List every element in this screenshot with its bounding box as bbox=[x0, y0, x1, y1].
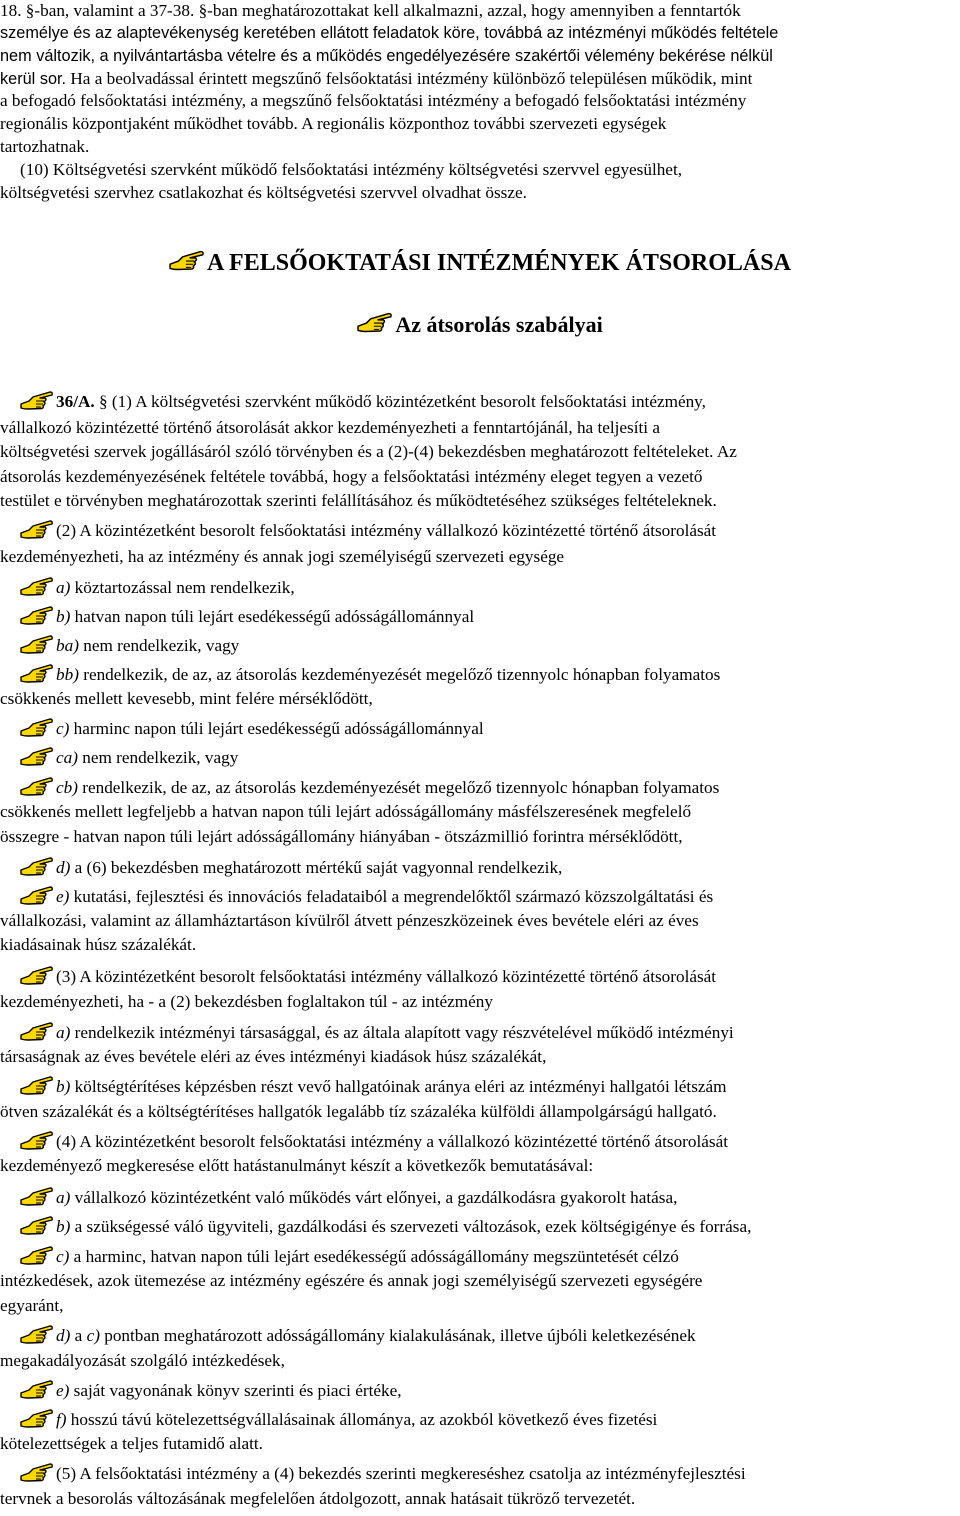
pointing-hand-icon bbox=[20, 1075, 56, 1095]
item-text: a (6) bekezdésben meghatározott mértékű saját vagyonnal rendelkezik, bbox=[70, 858, 563, 877]
pointing-hand-icon bbox=[20, 1324, 56, 1344]
list-item bbox=[20, 1245, 679, 1268]
text-line: nem változik, a nyilvántartásba vételre és a működés engedélyezésére szakértői vélemény bekérése nélkül bbox=[0, 47, 773, 65]
pointing-hand-icon bbox=[20, 1408, 56, 1428]
item-marker: b) bbox=[56, 1217, 71, 1236]
text-line: összegre - hatvan napon túli lejárt adósságállomány hiányában - ötszázmillió forintra mérséklődött, bbox=[0, 827, 683, 846]
pointing-hand-icon bbox=[20, 776, 56, 796]
item-marker: cb) bbox=[56, 778, 78, 797]
item-marker: f) bbox=[56, 1410, 67, 1429]
item-text: a szükségessé váló ügyviteli, gazdálkodási és szervezeti változások, ezek költségigénye és forrása, bbox=[70, 1217, 752, 1236]
heading-text: Az átsorolás szabályai bbox=[395, 312, 603, 337]
text-line: tervnek a besorolás változásának megfelelően átdolgozott, annak hatásait tükröző tervezetét. bbox=[0, 1489, 636, 1508]
item-marker: b) bbox=[56, 607, 71, 626]
item-text: pontban meghatározott adósságállomány kialakulásának, illetve újbóli keletkezésének bbox=[99, 1326, 696, 1345]
list-item bbox=[20, 1324, 696, 1347]
pointing-hand-icon bbox=[20, 519, 56, 539]
text-line: kezdeményezheti, ha az intézmény és annak jogi személyiségű szervezeti egysége bbox=[0, 547, 565, 566]
text-line: költségvetési szervhez csatlakozhat és költségvetési szervvel olvadhat össze. bbox=[0, 183, 527, 202]
item-marker: a) bbox=[56, 1188, 71, 1207]
list-item bbox=[20, 885, 713, 908]
item-text: a bbox=[70, 1326, 87, 1345]
item-marker: e) bbox=[56, 887, 70, 906]
list-item bbox=[20, 1408, 657, 1431]
pointing-hand-icon bbox=[20, 746, 56, 766]
text-line: társaságnak az éves bevétele eléri az éves intézményi kiadások húsz százalékát, bbox=[0, 1047, 547, 1066]
item-marker: e) bbox=[56, 1381, 70, 1400]
item-text: köztartozással nem rendelkezik, bbox=[70, 578, 295, 597]
text-run: kerül sor. bbox=[0, 70, 67, 88]
text-line: költségvetési szervek jogállásáról szóló törvényben és a (2)-(4) bekezdésben meghatározott feltételeket. Az bbox=[0, 442, 737, 461]
text-line: személye és az alaptevékenység keretében ellátott feladatok köre, továbbá az intézményi működés feltétele bbox=[0, 24, 779, 42]
item-marker: ca) bbox=[56, 748, 78, 767]
list-item bbox=[20, 1215, 751, 1238]
list-item bbox=[20, 576, 295, 599]
item-marker: c) bbox=[56, 1247, 70, 1266]
pointing-hand-icon bbox=[20, 634, 56, 654]
text-line: átsorolás kezdeményezésének feltétele továbbá, hogy a felsőoktatási intézmény eleget tegyen a vezető bbox=[0, 467, 703, 486]
pointing-hand-icon bbox=[20, 717, 56, 737]
text-line: vállalkozó közintézetté történő átsorolását akkor kezdeményezheti a fenntartójánál, ha teljesíti a bbox=[0, 418, 660, 437]
item-marker: b) bbox=[56, 1077, 71, 1096]
section-number: 36/A. bbox=[56, 392, 95, 411]
list-item bbox=[20, 1379, 402, 1402]
item-text: saját vagyonának könyv szerinti és piaci értéke, bbox=[69, 1381, 402, 1400]
text-line: intézkedések, azok ütemezése az intézmény egészére és annak jogi személyiségű szervezeti egységére bbox=[0, 1271, 703, 1290]
item-text: hosszú távú kötelezettségvállalásainak állománya, az azokból következő éves fizetési bbox=[66, 1410, 658, 1429]
pointing-hand-icon bbox=[20, 1215, 56, 1235]
pointing-hand-icon bbox=[20, 856, 56, 876]
text-line: kötelezettségek a teljes futamidő alatt. bbox=[0, 1434, 263, 1453]
item-marker: c) bbox=[56, 719, 70, 738]
list-item bbox=[20, 717, 484, 740]
list-item bbox=[20, 1186, 677, 1209]
item-marker: c) bbox=[86, 1326, 100, 1345]
paragraph-first-line bbox=[20, 1130, 728, 1153]
text-run: (2) A közintézetként besorolt felsőoktatási intézmény vállalkozó közintézetté történő átsorolását bbox=[56, 521, 717, 540]
section-first-line bbox=[20, 390, 706, 413]
pointing-hand-icon bbox=[20, 1186, 56, 1206]
text-line bbox=[0, 68, 752, 90]
pointing-hand-icon bbox=[20, 965, 56, 985]
item-text: költségtérítéses képzésben részt vevő hallgatóinak aránya eléri az intézményi hallgatói létszám bbox=[70, 1077, 727, 1096]
item-marker: a) bbox=[56, 578, 71, 597]
text-line: vállalkozási, valamint az államháztartáson kívülről átvett pénzeszközeinek éves bevétele eléri az éves bbox=[0, 911, 699, 930]
item-text: harminc napon túli lejárt esedékességű adósságállománnyal bbox=[69, 719, 484, 738]
text-line: megakadályozását szolgáló intézkedések, bbox=[0, 1351, 285, 1370]
text-run: Ha a beolvadással érintett megszűnő felsőoktatási intézmény különböző településen működik, mint bbox=[66, 69, 753, 88]
pointing-hand-icon bbox=[357, 310, 395, 334]
text-line: a befogadó felsőoktatási intézmény, a megszűnő felsőoktatási intézmény a befogadó felsőoktatási intézmény bbox=[0, 91, 747, 110]
list-item bbox=[20, 1021, 734, 1044]
text-line: (10) Költségvetési szervként működő felsőoktatási intézmény költségvetési szervvel egyesülhet, bbox=[20, 160, 683, 179]
pointing-hand-icon bbox=[20, 663, 56, 683]
text-line: csökkenés mellett kevesebb, mint felére mérséklődött, bbox=[0, 689, 373, 708]
text-line: kiadásainak húsz százalékát. bbox=[0, 935, 197, 954]
pointing-hand-icon bbox=[20, 885, 56, 905]
text-run: (5) A felsőoktatási intézmény a (4) bekezdés szerinti megkereséshez csatolja az intézményfejlesztési bbox=[56, 1464, 746, 1483]
item-text: hatvan napon túli lejárt esedékességű adósságállománnyal bbox=[70, 607, 475, 626]
item-text: rendelkezik, de az, az átsorolás kezdeményezését megelőző tizennyolc hónapban folyamatos bbox=[77, 778, 720, 797]
text-line: testület e törvényben meghatározottak szerinti felállításához és működtetéséhez szükséges feltételeknek. bbox=[0, 491, 717, 510]
paragraph-first-line bbox=[20, 1462, 746, 1485]
item-text: rendelkezik, de az, az átsorolás kezdeményezését megelőző tizennyolc hónapban folyamatos bbox=[78, 665, 721, 684]
text-line: regionális központjaként működhet tovább. A regionális központhoz további szervezeti egységek bbox=[0, 114, 667, 133]
pointing-hand-icon bbox=[20, 1130, 56, 1150]
list-item bbox=[20, 663, 720, 686]
list-item bbox=[20, 1075, 727, 1098]
item-marker: d) bbox=[56, 1326, 71, 1345]
subsection-heading bbox=[0, 310, 960, 339]
text-line: kezdeményezheti, ha - a (2) bekezdésben foglaltakon túl - az intézmény bbox=[0, 992, 493, 1011]
item-text: nem rendelkezik, vagy bbox=[77, 748, 239, 767]
text-run: § (1) A költségvetési szervként működő közintézetként besorolt felsőoktatási intézmény, bbox=[94, 392, 706, 411]
list-item bbox=[20, 856, 562, 879]
list-item bbox=[20, 746, 238, 769]
pointing-hand-icon bbox=[20, 390, 56, 410]
text-line: csökkenés mellett legfeljebb a hatvan napon túli lejárt adósságállomány másfélszeresének megfelelő bbox=[0, 802, 692, 821]
text-line: 18. §-ban, valamint a 37-38. §-ban meghatározottakat kell alkalmazni, azzal, hogy amennyiben a fenntartók bbox=[0, 1, 741, 20]
list-item bbox=[20, 634, 239, 657]
item-text: vállalkozó közintézetként való működés várt előnyei, a gazdálkodásra gyakorolt hatása, bbox=[70, 1188, 678, 1207]
text-run: (4) A közintézetként besorolt felsőoktatási intézmény a vállalkozó közintézetté történő átsorolását bbox=[56, 1132, 728, 1151]
list-item bbox=[20, 776, 719, 799]
item-marker: bb) bbox=[56, 665, 79, 684]
pointing-hand-icon bbox=[20, 1462, 56, 1482]
item-marker: a) bbox=[56, 1023, 71, 1042]
item-text: a harminc, hatvan napon túli lejárt esedékességű adósságállomány megszüntetését célzó bbox=[69, 1247, 679, 1266]
text-line: tartozhatnak. bbox=[0, 137, 90, 156]
text-run: (3) A közintézetként besorolt felsőoktatási intézmény vállalkozó közintézetté történő átsorolását bbox=[56, 967, 717, 986]
list-item bbox=[20, 605, 474, 628]
pointing-hand-icon bbox=[169, 248, 207, 272]
pointing-hand-icon bbox=[20, 1021, 56, 1041]
paragraph-first-line bbox=[20, 519, 716, 542]
item-text: nem rendelkezik, vagy bbox=[78, 636, 240, 655]
paragraph-first-line bbox=[20, 965, 716, 988]
pointing-hand-icon bbox=[20, 605, 56, 625]
item-marker: d) bbox=[56, 858, 71, 877]
pointing-hand-icon bbox=[20, 1379, 56, 1399]
heading-text: A FELSŐOKTATÁSI INTÉZMÉNYEK ÁTSOROLÁSA bbox=[207, 250, 791, 276]
item-marker: ba) bbox=[56, 636, 79, 655]
text-line: kezdeményező megkeresése előtt hatástanulmányt készít a következők bemutatásával: bbox=[0, 1156, 594, 1175]
text-line: ötven százalékát és a költségtérítéses hallgatók legalább tíz százaléka külföldi állampolgárságú hallgató. bbox=[0, 1102, 717, 1121]
item-text: rendelkezik intézményi társasággal, és az általa alapított vagy részvételével működő intézményi bbox=[70, 1023, 734, 1042]
pointing-hand-icon bbox=[20, 1245, 56, 1265]
text-line: egyaránt, bbox=[0, 1296, 64, 1315]
pointing-hand-icon bbox=[20, 576, 56, 596]
section-heading bbox=[0, 248, 960, 278]
item-text: kutatási, fejlesztési és innovációs feladataiból a megrendelőktől származó közszolgáltatási és bbox=[69, 887, 714, 906]
